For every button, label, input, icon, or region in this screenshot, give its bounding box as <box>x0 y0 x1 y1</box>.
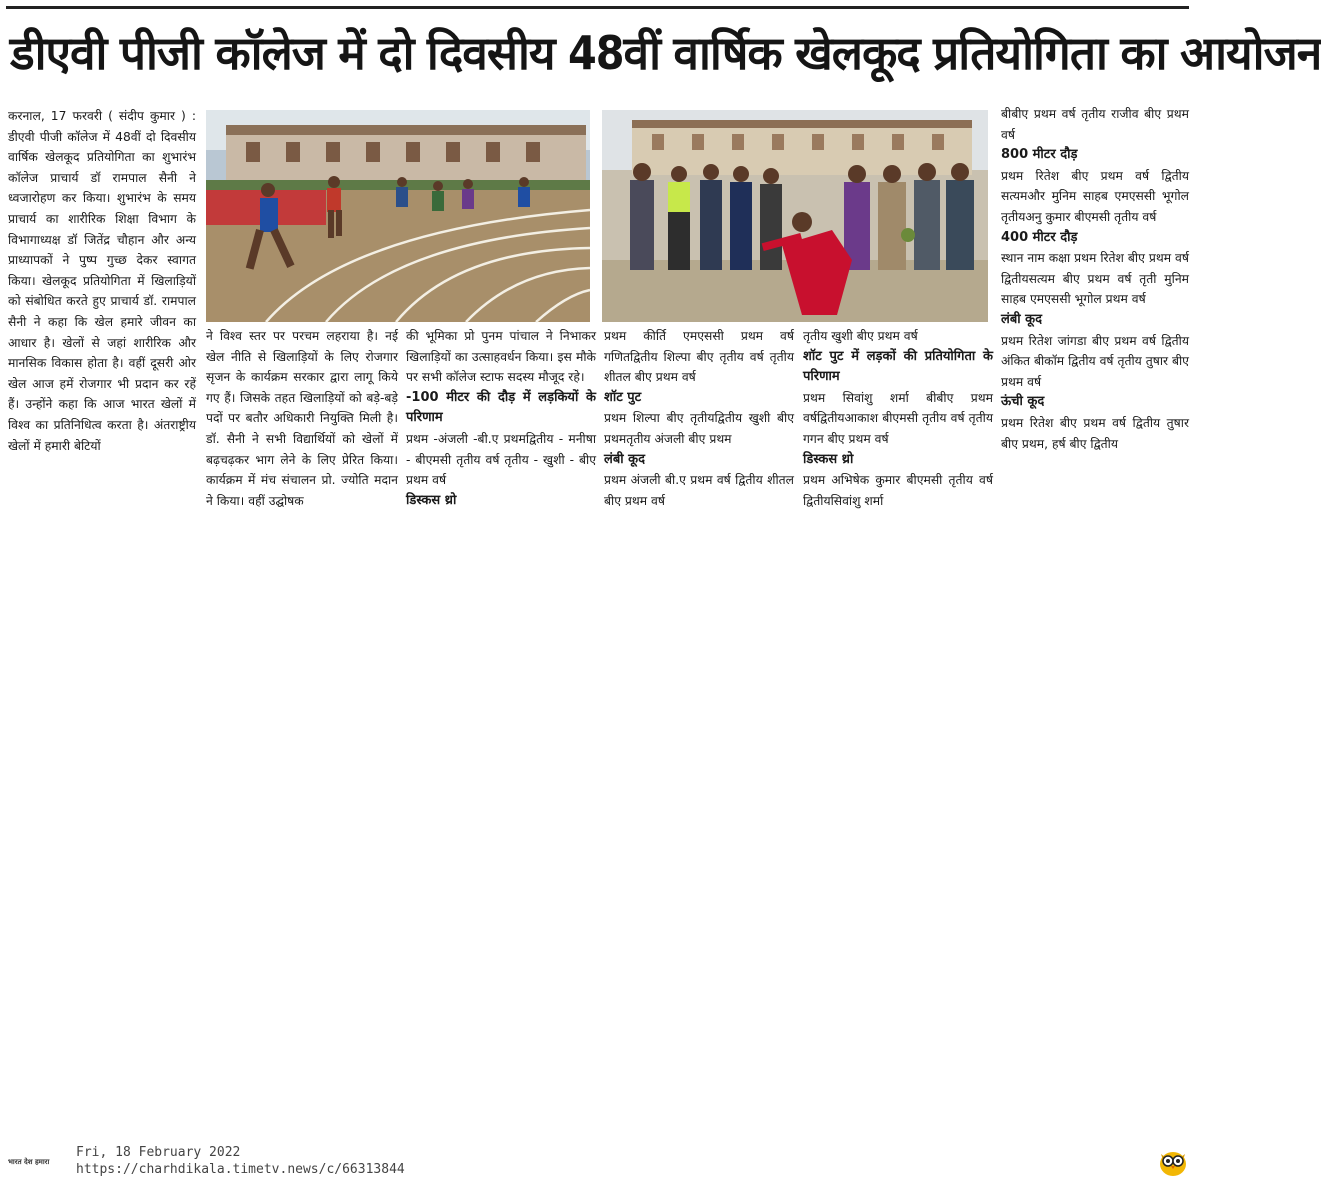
article-column-6 <box>1001 104 1189 566</box>
results-heading: डिस्कस थ्रो <box>406 492 457 508</box>
article-column-3 <box>406 326 596 566</box>
top-rule <box>6 6 1189 9</box>
results-text: स्थान नाम कक्षा प्रथम रितेश बीए प्रथम वर्ष द्वितीयसत्यम बीए प्रथम वर्ष तृती मुनिम साहब एमएससी भूगोल प्रथम वर्ष <box>1001 251 1189 307</box>
owl-logo-icon <box>1157 1146 1189 1178</box>
results-text: प्रथम सिवांशु शर्मा बीबीए प्रथम वर्षद्वितीयआकाश बीएमसी तृतीय वर्ष तृतीय गगन बीए प्रथम वर्ष <box>803 390 993 446</box>
brand-logo: भारत देश हमारा <box>8 1158 50 1166</box>
column-text: करनाल, 17 फरवरी ( संदीप कुमार ) : डीएवी पीजी कॉलेज में 48वीं दो दिवसीय वार्षिक खेलकूद प्रतियोगिता का शुभारंभ कॉलेज प्राचार्य डॉ रामपाल सैनी ने ध्वजारोहण कर किया। शुभारंभ के समय प्राचार्य का शारीरिक शिक्षा विभाग के विभागाध्यक्ष डॉ जितेंद्र चौहान और अन्य प्राध्यापकों ने पुष्प गुच्छ देकर स्वागत किया। खेलकूद प्रतियोगिता में खिलाड़ियों को संबोधित करते हुए प्राचार्य डॉ. रामपाल सैनी ने कहा कि खेल हमारे जीवन का आधार है। खेलों से जहां शारीरिक और मानसिक विकास होता है। वहीं दूसरी ओर खेल आज हमें रोजगार भी प्रदान कर रहें हैं। उन्होंने कहा कि आज भारत खेलों में विश्व का प्रतिनिधित्व करता है। अंतराष्ट्रीय खेलों में हमारी बेटियों <box>8 109 196 453</box>
results-heading: शॉट पुट <box>604 389 642 405</box>
results-text: प्रथम शिल्पा बीए तृतीयद्वितीय खुशी बीए प्रथमतृतीय अंजली बीए प्रथम <box>604 411 794 446</box>
column-text: की भूमिका प्रो पुनम पांचाल ने निभाकर खिलाड़ियों का उत्साहवर्धन किया। इस मौके पर सभी कॉलेज स्टाफ सदस्य मौजूद रहे। <box>406 329 596 385</box>
results-text: प्रथम रितेश जांगडा बीए प्रथम वर्ष द्वितीय अंकित बीकॉम द्वितीय वर्ष तृतीय तुषार बीए प्रथम वर्ष <box>1001 333 1189 389</box>
publish-date: Fri, 18 February 2022 <box>76 1145 241 1160</box>
results-text: प्रथम कीर्ति एमएससी प्रथम वर्ष गणितद्वितीय शिल्पा बीए तृतीय वर्ष तृतीय शीतल बीए प्रथम वर्ष <box>604 329 794 385</box>
results-text: प्रथम अभिषेक कुमार बीएमसी तृतीय वर्ष द्वितीयसिवांशु शर्मा <box>803 473 993 508</box>
results-heading: लंबी कूद <box>1001 311 1043 327</box>
results-heading: लंबी कूद <box>604 451 646 467</box>
results-text: तृतीय खुशी बीए प्रथम वर्ष <box>803 329 918 343</box>
results-text: प्रथम रितेश बीए प्रथम वर्ष द्वितीय सत्यमऔर मुनिम साहब एमएससी भूगोल तृतीयअनु कुमार बीएमसी तृतीय वर्ष <box>1001 168 1189 224</box>
article-column-4 <box>604 326 794 566</box>
article-column-2 <box>206 326 398 566</box>
results-heading: ऊंची कूद <box>1001 394 1045 410</box>
results-heading: डिस्कस थ्रो <box>803 451 854 467</box>
results-text: प्रथम अंजली बी.ए प्रथम वर्ष द्वितीय शीतल बीए प्रथम वर्ष <box>604 473 794 508</box>
footer <box>0 570 1195 1177</box>
results-heading: 800 मीटर दौड़ <box>1001 147 1078 163</box>
results-heading: शॉट पुट में लड़कों की प्रतियोगिता के परिणाम <box>803 348 993 385</box>
footer-meta <box>76 1144 405 1178</box>
results-heading: -100 मीटर की दौड़ में लड़कियों के परिणाम <box>406 389 596 426</box>
results-text: प्रथम -अंजली -बी.ए प्रथमद्वितीय - मनीषा - बीएमसी तृतीय वर्ष तृतीय - खुशी - बीए प्रथम वर्ष <box>406 431 596 488</box>
headline: डीएवी पीजी कॉलेज में दो दिवसीय 48वीं वार्षिक खेलकूद प्रतियोगिता का आयोजन <box>10 26 1321 80</box>
results-text: प्रथम रितेश बीए प्रथम वर्ष द्वितीय तुषार बीए प्रथम, हर्ष बीए द्वितीय <box>1001 415 1189 451</box>
column-text: ने विश्व स्तर पर परचम लहराया है। नई खेल नीति से खिलाड़ियों के लिए रोजगार सृजन के कार्यक्रम सरकार द्वारा लागू किये गए हैं। जिसके तहत खिलाड़ियों को बड़े-बड़े पदों पर बतौर अधिकारी नियुक्ति मिली है। डॉ. सैनी ने सभी विद्यार्थियों को खेलों में बढ़चढ़कर भाग लेने के लिए प्रेरित किया। कार्यक्रम में मंच संचालन प्रो. ज्योति मदान ने किया। वहीं उद्घोषक <box>206 329 398 508</box>
photo-running-race <box>206 110 590 322</box>
results-text: बीबीए प्रथम वर्ष तृतीय राजीव बीए प्रथम वर्ष <box>1001 107 1189 142</box>
article-column-1 <box>8 106 196 566</box>
article-column-5 <box>803 326 993 566</box>
results-heading: 400 मीटर दौड़ <box>1001 229 1078 245</box>
source-url[interactable]: https://charhdikala.timetv.news/c/66313844 <box>76 1162 405 1177</box>
photo-shot-put <box>602 110 988 322</box>
